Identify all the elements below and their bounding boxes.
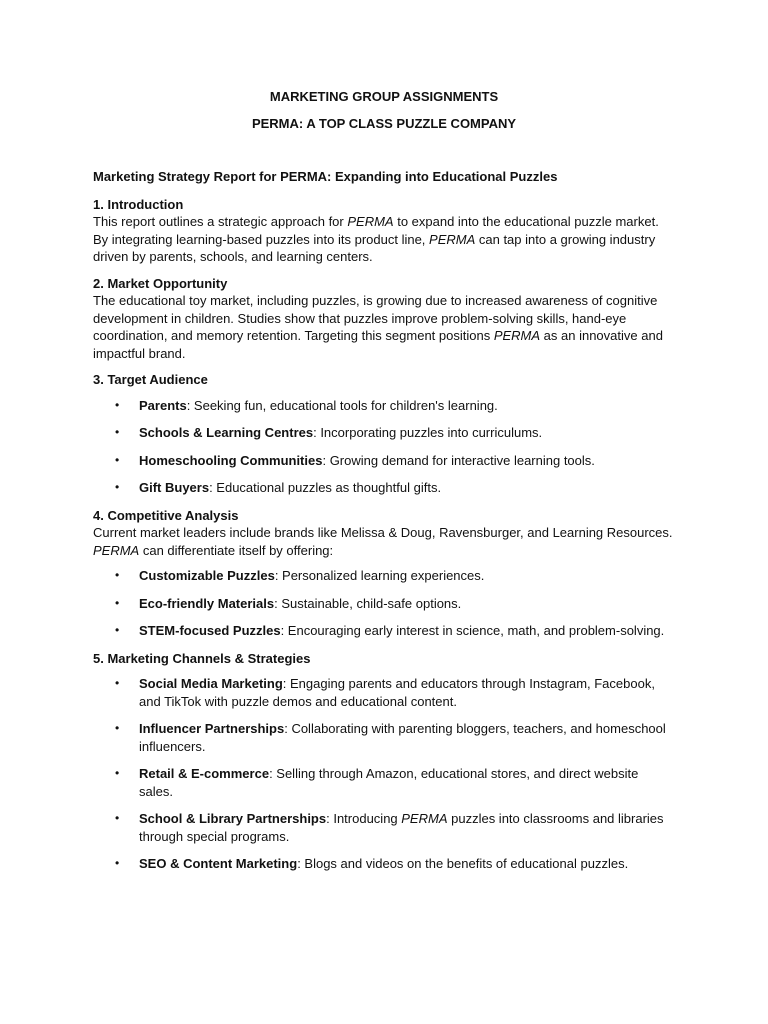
list-item xyxy=(93,675,673,710)
item-text: : Collaborating with parenting bloggers, teachers, and homeschool influencers. xyxy=(139,721,666,754)
item-text: : Seeking fun, educational tools for children's learning. xyxy=(186,397,498,413)
document-header-line-2: PERMA: A TOP CLASS PUZZLE COMPANY xyxy=(251,116,517,131)
body-text: to expand into the educational puzzle market. By integrating learning-based puzzles into its product line, xyxy=(93,214,659,247)
item-term: SEO & Content Marketing xyxy=(139,856,298,871)
item-term: School & Library Partnerships xyxy=(139,811,327,826)
list-item xyxy=(93,424,673,442)
section-body xyxy=(93,292,673,362)
target-audience-list xyxy=(93,397,673,497)
list-item xyxy=(93,622,673,640)
brand-name: PERMA xyxy=(93,542,140,558)
bullet-icon: • xyxy=(115,425,120,439)
marketing-channels-list xyxy=(93,675,673,873)
bullet-icon: • xyxy=(115,452,120,467)
section-heading: 3. Target Audience xyxy=(93,372,208,387)
item-text: : Introducing xyxy=(326,811,402,826)
section-heading: 4. Competitive Analysis xyxy=(93,507,239,523)
bullet-icon: • xyxy=(115,676,120,690)
bullet-icon: • xyxy=(115,623,120,637)
item-text: : Engaging parents and educators through Instagram, Facebook, and TikTok with puzzle demos and educational content. xyxy=(139,676,655,709)
bullet-icon: • xyxy=(115,480,120,494)
section-heading: 5. Marketing Channels & Strategies xyxy=(93,650,311,666)
item-term: Gift Buyers xyxy=(139,480,210,495)
differentiation-list xyxy=(93,567,673,640)
item-text: puzzles into classrooms and libraries through special programs. xyxy=(139,811,664,844)
item-text: : Blogs and videos on the benefits of educational puzzles. xyxy=(297,856,629,871)
body-text: can differentiate itself by offering: xyxy=(139,542,334,558)
section-heading: 1. Introduction xyxy=(93,196,184,212)
brand-name: PERMA xyxy=(401,811,448,826)
bullet-icon: • xyxy=(115,568,120,582)
item-term: Social Media Marketing xyxy=(139,676,283,691)
body-text: Current market leaders include brands like Melissa & Doug, Ravensburger, and Learning Resources. xyxy=(93,525,673,540)
section-target-audience xyxy=(93,371,673,389)
item-term: Parents xyxy=(139,397,187,413)
brand-name: PERMA xyxy=(347,214,394,229)
item-text: : Selling through Amazon, educational stores, and direct website sales. xyxy=(139,766,639,799)
report-content xyxy=(93,168,673,883)
item-term: Retail & E-commerce xyxy=(139,766,270,781)
item-text: : Educational puzzles as thoughtful gifts. xyxy=(209,480,442,495)
item-term: Homeschooling Communities xyxy=(139,452,323,468)
item-term: Customizable Puzzles xyxy=(139,568,275,583)
item-term: Eco-friendly Materials xyxy=(139,595,275,611)
item-text: : Sustainable, child-safe options. xyxy=(274,595,462,611)
section-competitive-analysis xyxy=(93,507,673,560)
item-text: : Encouraging early interest in science, math, and problem-solving. xyxy=(280,623,665,638)
body-text: as an innovative and impactful brand. xyxy=(93,328,663,361)
item-term: STEM-focused Puzzles xyxy=(139,623,281,638)
list-item xyxy=(93,567,673,585)
list-item xyxy=(93,765,673,800)
list-item xyxy=(93,720,673,755)
section-marketing-channels xyxy=(93,650,673,668)
document-header-line-1: MARKETING GROUP ASSIGNMENTS xyxy=(269,89,499,104)
list-item xyxy=(93,479,673,497)
list-item xyxy=(93,452,673,470)
item-text: : Incorporating puzzles into curriculums. xyxy=(313,425,543,440)
section-body xyxy=(93,524,673,559)
section-body xyxy=(93,213,673,266)
body-text: This report outlines a strategic approach for xyxy=(93,214,348,229)
bullet-icon: • xyxy=(115,595,120,610)
list-item xyxy=(93,855,673,873)
item-term: Influencer Partnerships xyxy=(139,721,285,736)
bullet-icon: • xyxy=(115,721,120,735)
item-text: : Personalized learning experiences. xyxy=(274,568,485,583)
report-title: Marketing Strategy Report for PERMA: Expanding into Educational Puzzles xyxy=(93,169,558,184)
bullet-icon: • xyxy=(115,766,120,780)
brand-name: PERMA xyxy=(493,328,541,343)
section-market-opportunity xyxy=(93,275,673,363)
section-heading: 2. Market Opportunity xyxy=(93,275,228,291)
item-text: : Growing demand for interactive learning tools. xyxy=(322,452,595,468)
list-item xyxy=(93,595,673,613)
body-text: can tap into a growing industry driven by parents, schools, and learning centers. xyxy=(93,231,656,264)
list-item xyxy=(93,810,673,845)
body-text: The educational toy market, including puzzles, is growing due to increased awareness of cognitive development in children. Studies show that puzzles improve problem-solving skills, hand-eye coordination, and memory retention. Targeting this segment positions xyxy=(93,293,658,343)
brand-name: PERMA xyxy=(429,231,476,247)
section-introduction xyxy=(93,196,673,266)
bullet-icon: • xyxy=(115,397,120,412)
list-item xyxy=(93,397,673,415)
bullet-icon: • xyxy=(115,856,120,870)
bullet-icon: • xyxy=(115,811,120,825)
item-term: Schools & Learning Centres xyxy=(139,425,314,440)
